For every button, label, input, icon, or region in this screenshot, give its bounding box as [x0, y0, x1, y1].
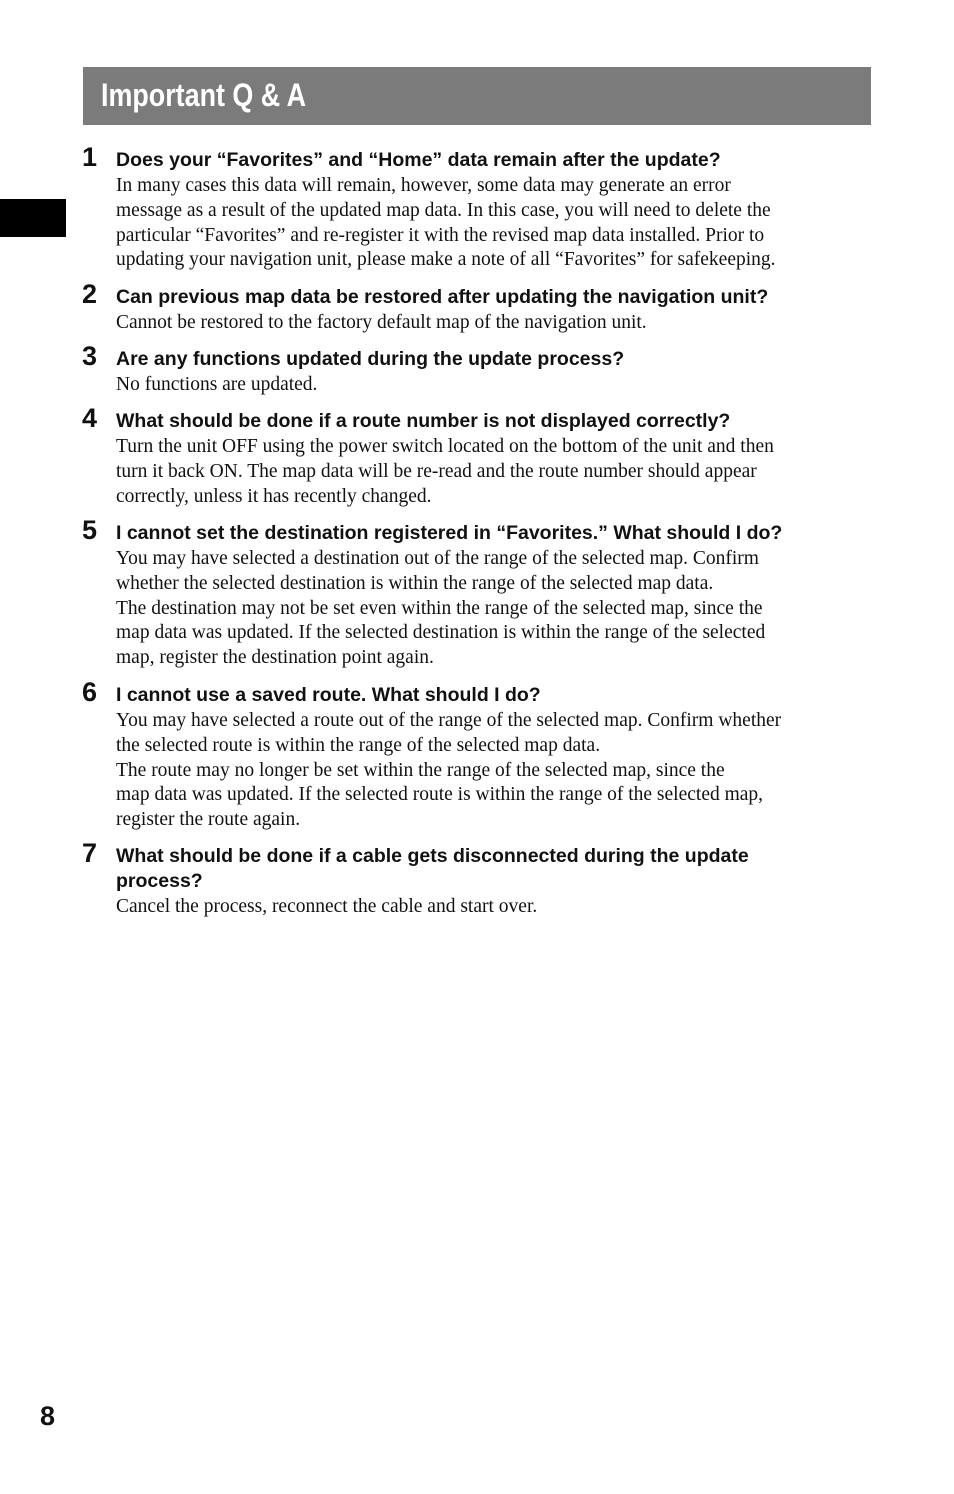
section-title-bar [83, 67, 871, 125]
qa-number: 2 [82, 279, 98, 309]
qa-answer: Cannot be restored to the factory default map of the navigation unit. [116, 312, 647, 333]
qa-answer: Cancel the process, reconnect the cable and start over. [116, 896, 538, 917]
qa-answer: You may have selected a destination out of the range of the selected map. Confirm whether the selected destination is within the range of the selected map data. The destination may not be set even within the range of the selected map, since the map data was updated. If the selected destination is within the range of the selected map, register the destination point again. [116, 548, 766, 669]
qa-question: I cannot set the destination registered in “Favorites.” What should I do? [116, 522, 783, 544]
page-title: Important Q & A [101, 77, 307, 113]
qa-number: 3 [82, 341, 98, 371]
qa-question: Can previous map data be restored after updating the navigation unit? [116, 286, 769, 308]
qa-answer: In many cases this data will remain, however, some data may generate an error message as a result of the updated map data. In this case, you will need to delete the particular “Favorites” and re-register it with the revised map data installed. Prior to updating your navigation unit, please make a note of all “Favorites” for safekeeping. [116, 175, 776, 271]
qa-question: Does your “Favorites” and “Home” data remain after the update? [116, 149, 721, 171]
qa-answer: No functions are updated. [116, 374, 318, 395]
qa-number: 6 [82, 677, 98, 707]
qa-number: 7 [82, 838, 98, 868]
qa-number: 5 [82, 515, 98, 545]
qa-question: I cannot use a saved route. What should I do? [116, 684, 541, 706]
qa-answer: Turn the unit OFF using the power switch located on the bottom of the unit and then turn it back ON. The map data will be re-read and the route number should appear correctly, unless it has recently changed. [116, 436, 774, 507]
qa-number: 4 [82, 403, 98, 433]
qa-answer: You may have selected a route out of the range of the selected map. Confirm whether the selected route is within the range of the selected map data. The route may no longer be set within the range of the selected map, since the map data was updated. If the selected route is within the range of the selected map, register the route again. [116, 710, 782, 831]
qa-question: What should be done if a cable gets disconnected during the update process? [116, 845, 749, 892]
section-tab-marker [0, 199, 66, 237]
qa-number: 1 [82, 142, 98, 172]
page-number: 8 [40, 1401, 56, 1431]
qa-question: Are any functions updated during the update process? [116, 348, 625, 370]
qa-question: What should be done if a route number is not displayed correctly? [116, 410, 731, 432]
